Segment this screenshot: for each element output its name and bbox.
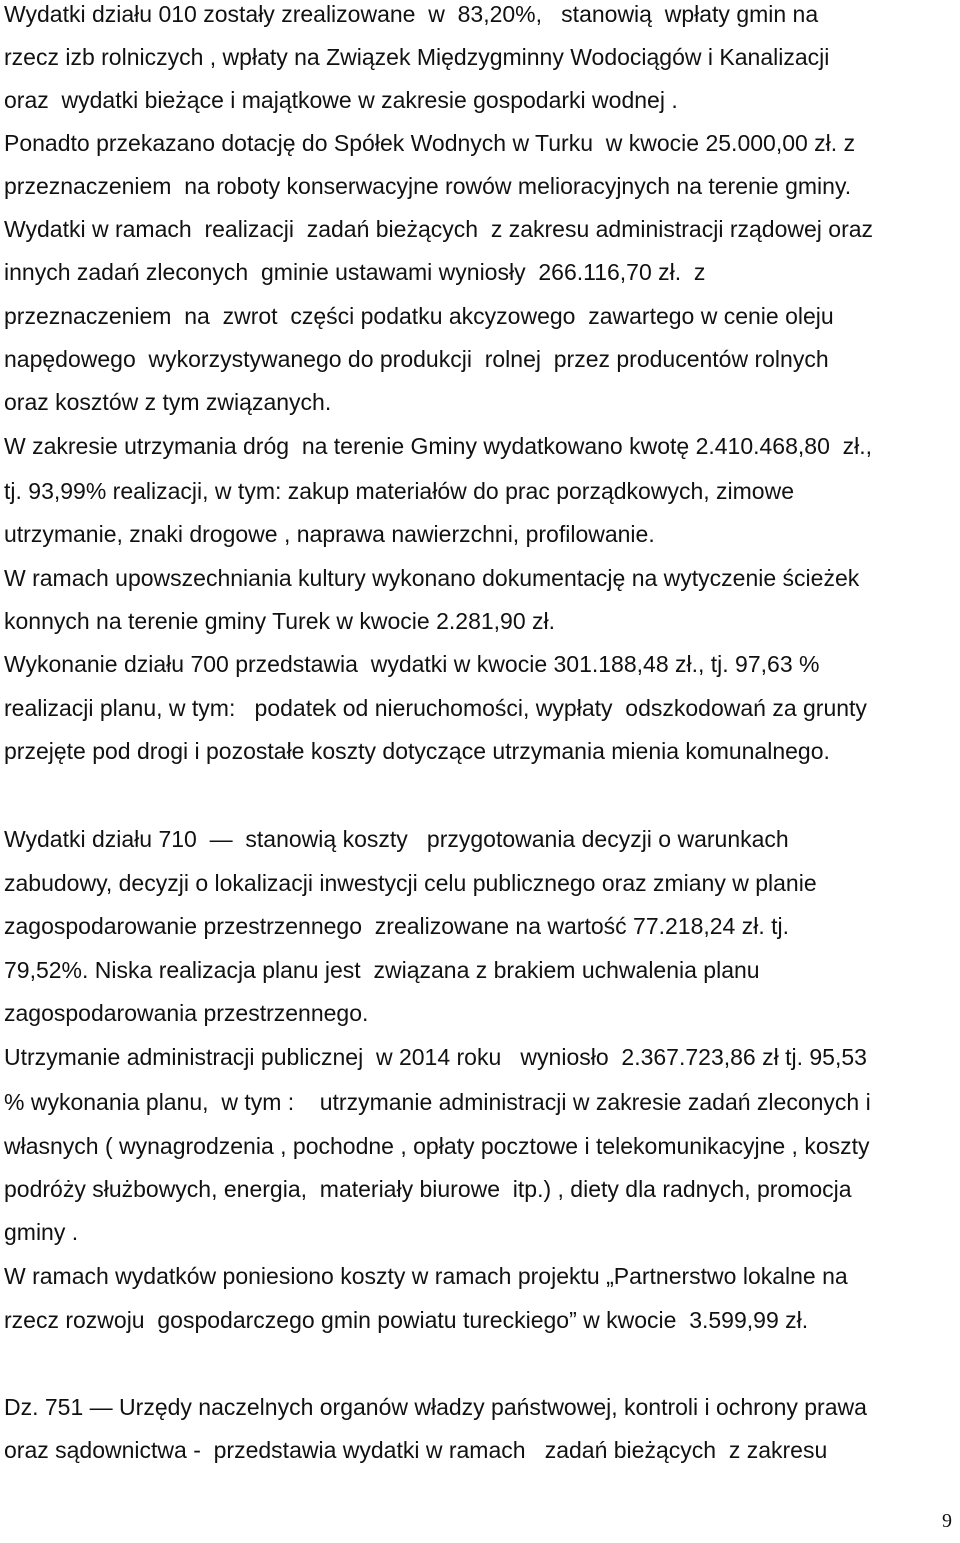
text-line: przeznaczeniem na roboty konserwacyjne rowów melioracyjnych na terenie gminy. xyxy=(4,173,852,199)
text-line: W ramach wydatków poniesiono koszty w ramach projektu „Partnerstwo lokalne na xyxy=(4,1263,848,1289)
text-line: Wydatki działu 710 — stanowią koszty przygotowania decyzji o warunkach xyxy=(4,826,789,852)
text-line: Wydatki działu 010 zostały zrealizowane w 83,20%, stanowią wpłaty gmin na xyxy=(4,1,819,27)
text-line: Wydatki w ramach realizacji zadań bieżących z zakresu administracji rządowej oraz xyxy=(4,216,874,242)
text-line: oraz wydatki bieżące i majątkowe w zakresie gospodarki wodnej . xyxy=(4,87,678,113)
text-line: rzecz izb rolniczych , wpłaty na Związek Międzygminny Wodociągów i Kanalizacji xyxy=(4,44,830,70)
text-line: tj. 93,99% realizacji, w tym: zakup materiałów do prac porządkowych, zimowe xyxy=(4,478,794,504)
text-line: Dz. 751 — Urzędy naczelnych organów władzy państwowej, kontroli i ochrony prawa xyxy=(4,1394,867,1420)
text-line: innych zadań zleconych gminie ustawami wyniosły 266.116,70 zł. z xyxy=(4,259,706,285)
text-line: własnych ( wynagrodzenia , pochodne , opłaty pocztowe i telekomunikacyjne , koszty xyxy=(4,1133,870,1159)
text-line: % wykonania planu, w tym : utrzymanie administracji w zakresie zadań zleconych i xyxy=(4,1089,871,1115)
text-line: rzecz rozwoju gospodarczego gmin powiatu tureckiego” w kwocie 3.599,99 zł. xyxy=(4,1307,809,1333)
text-line: konnych na terenie gminy Turek w kwocie 2.281,90 zł. xyxy=(4,608,556,634)
page-number: 9 xyxy=(942,1510,952,1532)
text-line: przeznaczeniem na zwrot części podatku akcyzowego zawartego w cenie oleju xyxy=(4,303,834,329)
text-line: zabudowy, decyzji o lokalizacji inwestycji celu publicznego oraz zmiany w planie xyxy=(4,870,817,896)
text-line: W ramach upowszechniania kultury wykonano dokumentację na wytyczenie ścieżek xyxy=(4,565,860,591)
text-line: zagospodarowanie przestrzennego zrealizowane na wartość 77.218,24 zł. tj. xyxy=(4,913,790,939)
text-line: napędowego wykorzystywanego do produkcji rolnej przez producentów rolnych xyxy=(4,346,829,372)
text-line: oraz kosztów z tym związanych. xyxy=(4,389,332,415)
text-line: realizacji planu, w tym: podatek od nieruchomości, wypłaty odszkodowań za grunty xyxy=(4,695,867,721)
text-line: gminy . xyxy=(4,1219,79,1245)
text-line: 79,52%. Niska realizacja planu jest związana z brakiem uchwalenia planu xyxy=(4,957,760,983)
text-line: Ponadto przekazano dotację do Spółek Wodnych w Turku w kwocie 25.000,00 zł. z xyxy=(4,130,856,156)
text-line: Wykonanie działu 700 przedstawia wydatki w kwocie 301.188,48 zł., tj. 97,63 % xyxy=(4,651,820,677)
text-line: oraz sądownictwa - przedstawia wydatki w ramach zadań bieżących z zakresu xyxy=(4,1437,828,1463)
text-line: W zakresie utrzymania dróg na terenie Gminy wydatkowano kwotę 2.410.468,80 zł., xyxy=(4,433,873,459)
text-line: podróży służbowych, energia, materiały biurowe itp.) , diety dla radnych, promocja xyxy=(4,1176,852,1202)
text-line: Utrzymanie administracji publicznej w 2014 roku wyniosło 2.367.723,86 zł tj. 95,53 xyxy=(4,1044,867,1070)
text-line: przejęte pod drogi i pozostałe koszty dotyczące utrzymania mienia komunalnego. xyxy=(4,738,830,764)
text-line: zagospodarowania przestrzennego. xyxy=(4,1000,369,1026)
text-line: utrzymanie, znaki drogowe , naprawa nawierzchni, profilowanie. xyxy=(4,521,655,547)
